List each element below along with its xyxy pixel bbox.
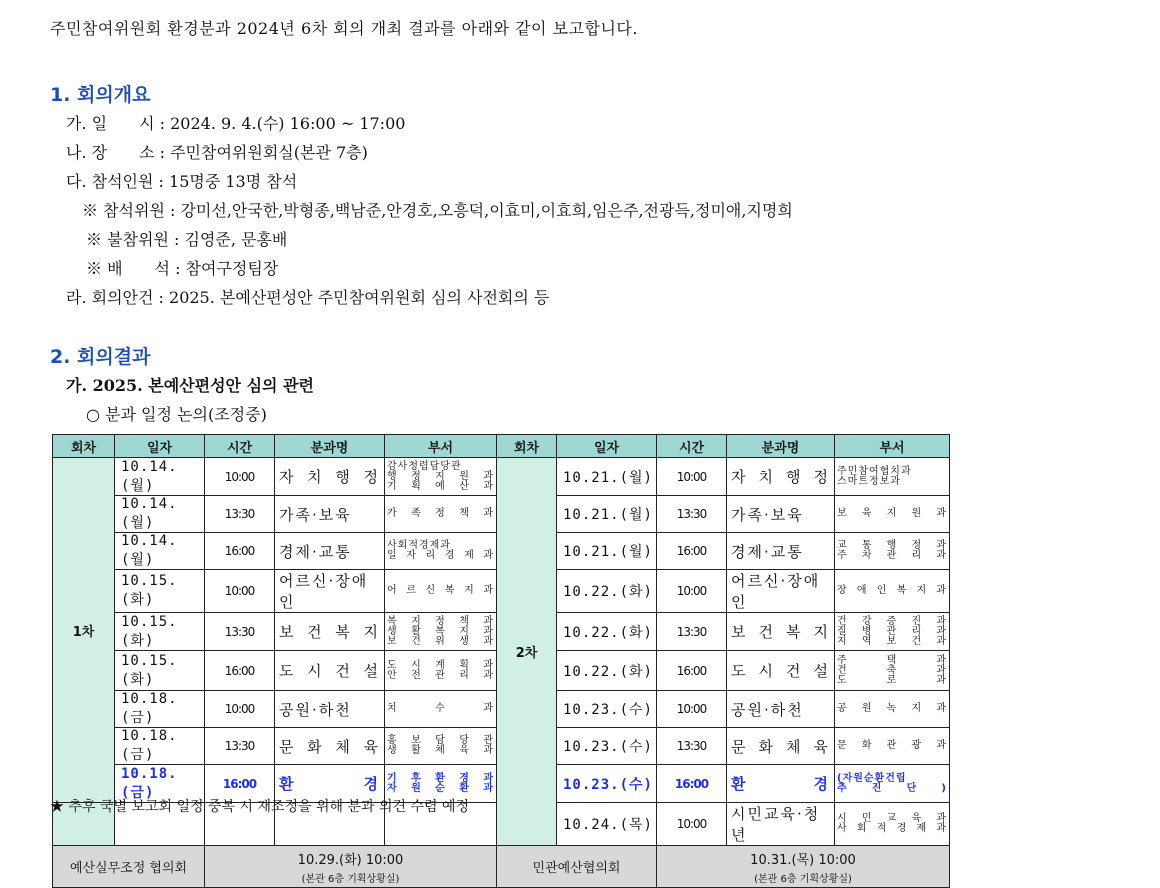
date-cell: 10.22.(화)	[557, 570, 657, 613]
date-cell: 10.21.(월)	[557, 496, 657, 533]
date-cell: 10.14.(월)	[115, 458, 205, 496]
meeting-date: 가. 일 시 : 2024. 9. 4.(수) 16:00 ~ 17:00	[66, 114, 406, 133]
time-cell: 16:00	[657, 765, 727, 803]
header-date: 일자	[557, 435, 657, 458]
header-division: 분과명	[727, 435, 835, 458]
department-name: 시 민 교 육 과	[837, 813, 947, 824]
date-cell: 10.18.(금)	[115, 765, 205, 803]
department-name: 건 축 과	[837, 664, 947, 676]
time-cell: 10:00	[657, 803, 727, 846]
department-name: (자원순환건립	[837, 772, 907, 784]
header-time: 시간	[205, 435, 275, 458]
meeting-attendance: 다. 참석인원 : 15명중 13명 참석	[66, 172, 298, 191]
department-name: 주 차 관 리 과	[837, 550, 947, 561]
department-name: 사 회 적 경 제 과	[837, 823, 947, 834]
table-footer-row	[53, 846, 950, 888]
header-date: 일자	[115, 435, 205, 458]
division-cell: 어르신·장애인	[275, 570, 385, 613]
division-cell: 경제·교통	[275, 533, 385, 570]
budget-council-place: (본관 6층 기획상황실)	[301, 873, 400, 885]
date-cell: 10.18.(금)	[115, 728, 205, 765]
time-cell: 10:00	[657, 458, 727, 496]
department-cell	[385, 458, 497, 496]
date-cell: 10.23.(수)	[557, 765, 657, 803]
time-cell: 13:30	[657, 613, 727, 651]
date-cell: 10.14.(월)	[115, 533, 205, 570]
department-cell	[835, 613, 950, 651]
department-name: 주민참여협치과	[837, 465, 912, 477]
department-name: 복 지 정 책 과	[387, 615, 494, 627]
department-name: 질 병 관 리 과	[837, 625, 947, 637]
department-name: 지 역 보 건 과	[837, 635, 947, 647]
division-cell: 문 화 체 육	[275, 728, 385, 765]
time-cell: 13:30	[205, 613, 275, 651]
budget-council-date: 10.29.(화) 10:00	[297, 852, 404, 868]
department-name: 가 족 정 책 과	[387, 508, 494, 519]
division-cell: 공원·하천	[727, 691, 835, 728]
department-cell	[385, 570, 497, 613]
division-cell: 도 시 건 설	[275, 651, 385, 691]
time-cell: 16:00	[205, 651, 275, 691]
department-name: 자 원 순 환 과	[387, 782, 494, 794]
division-cell: 어르신·장애인	[727, 570, 835, 613]
schedule-bullet: ○ 분과 일정 논의(조정중)	[86, 405, 267, 424]
department-name: 스마트정보과	[837, 475, 901, 487]
schedule-table	[52, 434, 950, 888]
date-cell: 10.21.(월)	[557, 458, 657, 496]
budget-council-label: 예산실무조정 협의회	[53, 846, 205, 888]
department-cell	[385, 728, 497, 765]
department-cell	[385, 651, 497, 691]
department-name: 주 택 과	[837, 654, 947, 666]
date-cell: 10.24.(목)	[557, 803, 657, 846]
department-name: 교 통 행 정 과	[837, 540, 947, 551]
division-cell: 시민교육·청년	[727, 803, 835, 846]
time-cell: 13:30	[657, 728, 727, 765]
department-name: 기 후 환 경 과	[387, 772, 494, 784]
department-cell	[835, 458, 950, 496]
date-cell: 10.23.(수)	[557, 691, 657, 728]
date-cell: 10.15.(화)	[115, 570, 205, 613]
department-name: 사회적경제과	[387, 540, 451, 551]
division-cell: 자 치 행 정	[275, 458, 385, 496]
division-cell: 보 건 복 지	[275, 613, 385, 651]
time-cell: 13:30	[205, 728, 275, 765]
time-cell: 16:00	[205, 765, 275, 803]
department-cell	[835, 496, 950, 533]
public-budget-council-schedule	[657, 846, 950, 888]
department-name: 홍 보 담 당 관	[387, 735, 494, 746]
department-name: 감사청렴담당관	[387, 460, 462, 472]
department-cell	[835, 765, 950, 803]
division-cell: 가족·보육	[727, 496, 835, 533]
section2-title: 2. 회의결과	[50, 346, 151, 368]
public-budget-council-place: (본관 6층 기획상황실)	[754, 873, 852, 885]
date-cell: 10.14.(월)	[115, 496, 205, 533]
department-name: 문 화 관 광 과	[837, 740, 947, 751]
department-name: 장 애 인 복 지 과	[837, 585, 947, 596]
department-cell	[835, 533, 950, 570]
date-cell: 10.15.(화)	[115, 651, 205, 691]
date-cell: 10.15.(화)	[115, 613, 205, 651]
department-name: 생 활 복 지 과	[387, 625, 494, 637]
header-division: 분과명	[275, 435, 385, 458]
department-name: 도 로 과	[837, 674, 947, 686]
header-department: 부서	[385, 435, 497, 458]
time-cell: 16:00	[205, 533, 275, 570]
department-name: 행 정 지 원 과	[387, 470, 494, 482]
absent-members: ※ 불참위원 : 김영준, 문홍배	[86, 230, 288, 249]
time-cell: 10:00	[205, 570, 275, 613]
attending-staff: ※ 배 석 : 참여구정팀장	[86, 259, 279, 278]
department-name: 추 진 단 )	[837, 782, 947, 794]
department-name: 건 강 증 진 과	[837, 615, 947, 627]
department-name: 생 활 체 육 과	[387, 745, 494, 756]
department-cell	[385, 691, 497, 728]
division-cell: 가족·보육	[275, 496, 385, 533]
time-cell: 16:00	[657, 651, 727, 691]
time-cell: 10:00	[205, 458, 275, 496]
intro-text: 주민참여위원회 환경분과 2024년 6차 회의 개최 결과를 아래와 같이 보고합니다.	[50, 19, 638, 38]
department-cell	[835, 803, 950, 846]
attending-members: ※ 참석위원 : 강미선,안국한,박형종,백남준,안경호,오흥덕,이효미,이효희,임은주,전광득,정미애,지명희	[82, 201, 793, 220]
public-budget-council-label: 민관예산협의회	[497, 846, 657, 888]
division-cell: 보 건 복 지	[727, 613, 835, 651]
department-cell	[385, 496, 497, 533]
division-cell: 경제·교통	[727, 533, 835, 570]
division-cell: 환 경	[727, 765, 835, 803]
division-cell: 자 치 행 정	[727, 458, 835, 496]
division-cell: 문 화 체 육	[727, 728, 835, 765]
meeting-place: 나. 장 소 : 주민참여위원회실(본관 7층)	[66, 143, 368, 162]
round-1-cell: 1차	[53, 458, 115, 803]
department-name: 치 수 과	[387, 703, 494, 714]
department-cell	[385, 613, 497, 651]
date-cell: 10.22.(화)	[557, 613, 657, 651]
time-cell: 13:30	[205, 496, 275, 533]
time-cell: 10:00	[205, 691, 275, 728]
department-name: 보 육 지 원 과	[837, 508, 947, 519]
department-cell	[835, 728, 950, 765]
department-name: 일 자 리 경 제 과	[387, 550, 494, 561]
time-cell: 13:30	[657, 496, 727, 533]
department-name: 도 시 계 획 과	[387, 659, 494, 671]
department-name: 공 원 녹 지 과	[837, 703, 947, 714]
time-cell: 10:00	[657, 570, 727, 613]
date-cell: 10.22.(화)	[557, 651, 657, 691]
department-cell	[835, 691, 950, 728]
department-cell	[835, 570, 950, 613]
header-time: 시간	[657, 435, 727, 458]
header-round: 회차	[497, 435, 557, 458]
division-cell: 도 시 건 설	[727, 651, 835, 691]
section1-title: 1. 회의개요	[50, 84, 151, 106]
department-cell	[385, 533, 497, 570]
section2-subtitle: 가. 2025. 본예산편성안 심의 관련	[66, 376, 314, 395]
budget-council-schedule	[205, 846, 497, 888]
department-cell	[835, 651, 950, 691]
time-cell: 16:00	[657, 533, 727, 570]
department-name: 안 전 관 리 과	[387, 669, 494, 681]
table-row	[53, 458, 950, 496]
date-cell: 10.18.(금)	[115, 691, 205, 728]
division-cell: 공원·하천	[275, 691, 385, 728]
department-name: 보 건 위 생 과	[387, 635, 494, 647]
table-header-row	[53, 435, 950, 458]
department-name: 기 획 예 산 과	[387, 480, 494, 492]
department-name: 어 르 신 복 지 과	[387, 585, 494, 596]
header-department: 부서	[835, 435, 950, 458]
time-cell: 10:00	[657, 691, 727, 728]
header-round: 회차	[53, 435, 115, 458]
date-cell: 10.21.(월)	[557, 533, 657, 570]
meeting-agenda: 라. 회의안건 : 2025. 본예산편성안 주민참여위원회 심의 사전회의 등	[66, 288, 550, 307]
division-cell: 환 경	[275, 765, 385, 803]
public-budget-council-date: 10.31.(목) 10:00	[750, 852, 856, 868]
date-cell: 10.23.(수)	[557, 728, 657, 765]
round-2-cell: 2차	[497, 458, 557, 846]
footnote: ★ 추후 국별 보고회 일정 중복 시 재조정을 위해 분과 의견 수렴 예정	[50, 799, 470, 815]
